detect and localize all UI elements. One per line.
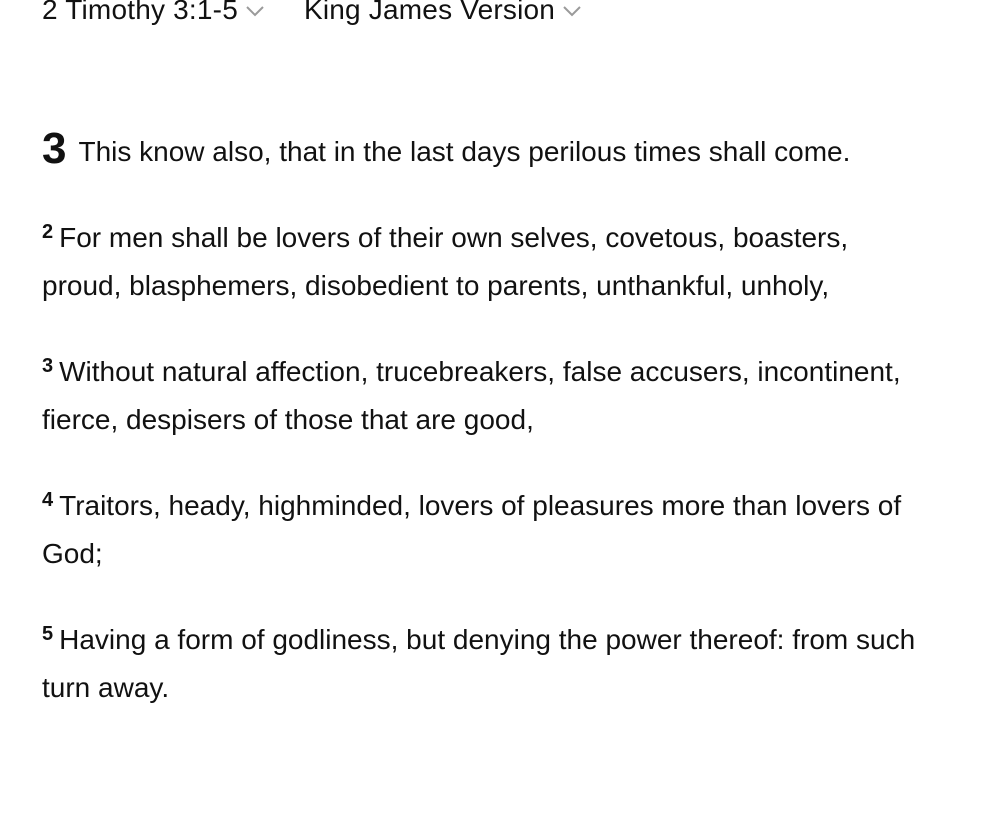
reference-selector[interactable] [42, 0, 266, 26]
chevron-down-icon [244, 0, 266, 21]
verse-number: 3 [42, 355, 54, 377]
chevron-down-icon [561, 0, 583, 21]
chapter-number: 3 [42, 124, 67, 173]
verse-number: 4 [42, 489, 54, 511]
verse-text: This know also, that in the last days perilous times shall come. [78, 136, 851, 167]
passage-text [42, 124, 932, 744]
verse-2 [42, 208, 932, 310]
verse-text: For men shall be lovers of their own selves, covetous, boasters, proud, blasphemers, disobedient to parents, unthankful, unholy, [42, 222, 849, 301]
verse-number: 2 [42, 221, 54, 243]
verse-5 [42, 610, 932, 712]
version-selector[interactable] [304, 0, 583, 26]
verse-3 [42, 342, 932, 444]
reference-label: 2 Timothy 3:1-5 [42, 0, 238, 25]
verse-1 [42, 124, 932, 176]
verse-4 [42, 476, 932, 578]
verse-number: 5 [42, 623, 54, 645]
verse-text: Without natural affection, trucebreakers, false accusers, incontinent, fierce, despisers of those that are good, [42, 356, 901, 435]
verse-text: Having a form of godliness, but denying the power thereof: from such turn away. [42, 624, 916, 703]
version-label: King James Version [303, 0, 556, 25]
passage-toolbar [42, 0, 583, 30]
verse-text: Traitors, heady, highminded, lovers of pleasures more than lovers of God; [42, 490, 902, 569]
